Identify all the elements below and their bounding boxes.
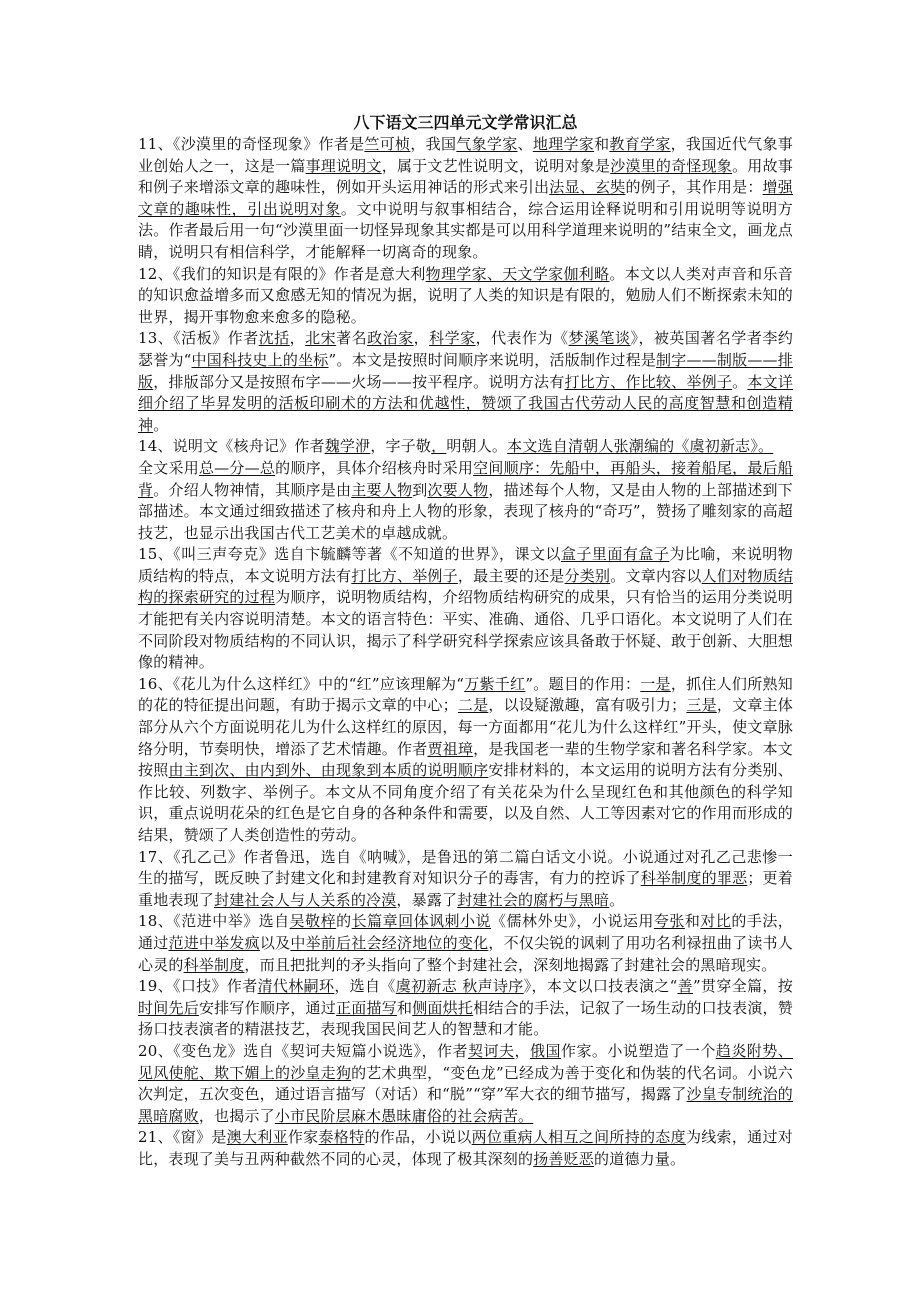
text-segment: 19、《口技》作者	[138, 977, 258, 996]
underlined-text: 物理学家、天文学家伽利略	[425, 264, 610, 283]
underlined-text: 贾祖璋	[427, 739, 474, 758]
text-segment: 的道德力量。	[594, 1149, 686, 1168]
text-segment: ，我国近代气象事业创始人之一，这是一篇	[138, 135, 793, 175]
underlined-text: 气象学家	[456, 135, 518, 153]
text-segment: 作家。小说塑造了一个	[560, 1041, 716, 1060]
text-segment: 的作品，小说以	[364, 1128, 472, 1147]
underlined-text: 次要人物	[427, 480, 489, 499]
text-segment: ，抓住人们所熟知的花的特征提出问题，有助于揭示文章的中心；	[138, 674, 793, 715]
underlined-text: 善	[677, 977, 694, 996]
text-segment: 。	[153, 415, 169, 434]
text-segment: ，代表作为《	[475, 329, 569, 348]
text-segment: ，属于文艺性说明文，说明对象是	[381, 156, 611, 175]
text-segment: 和	[396, 998, 413, 1017]
underlined-text: 澳大利亚	[226, 1128, 288, 1147]
underlined-text: 夸张	[653, 912, 685, 931]
underlined-text: 俄国	[529, 1041, 561, 1060]
text-segment: 。介绍人物神情，其顺序是由	[153, 480, 352, 499]
underlined-text: 地理学家	[532, 135, 595, 153]
text-segment: ，暴露了	[396, 890, 458, 909]
text-segment: 为线索，通过对比，表现了美与丑两种截然不同的心灵，体现了极其深刻的	[138, 1128, 793, 1168]
underlined-text: 分类别	[564, 566, 611, 585]
text-segment: 相结合的手法，记叙了一场生动的口技表演，赞扬口技表演者的精湛技艺，表现我国民间艺人的智慧和才能。	[138, 998, 793, 1039]
underlined-text: 趋炎附势、见风使舵、欺下媚上的沙皇走狗	[138, 1041, 793, 1082]
text-segment: 明朝人。	[446, 437, 508, 456]
paragraph	[138, 847, 793, 912]
underlined-text: 由主到次、由内到外、由现象到本质的说明顺序	[168, 761, 489, 780]
underlined-text: 科学家	[429, 329, 476, 348]
underlined-text: 事理说明文	[305, 156, 382, 175]
underlined-text: 本文选自清朝人张潮编的《虞初新志》。	[507, 437, 774, 456]
text-segment: 的顺序，具体介绍核舟时采用	[275, 458, 474, 477]
underlined-text: 长篇章回体讽刺小说	[351, 912, 492, 931]
underlined-text: 契诃夫	[468, 1041, 515, 1060]
text-segment: 。	[609, 890, 625, 909]
underlined-text: 对比	[700, 912, 732, 931]
paragraph	[138, 911, 793, 976]
text-segment: ，我国	[410, 135, 457, 153]
text-segment: 12、《我们的知识是有限的》作者是意大利	[138, 264, 426, 283]
text-segment: 18、《范进中举》选自	[138, 912, 290, 931]
underlined-text: 范进中举发疯	[168, 933, 260, 952]
underlined-text: 法显、玄奘	[549, 178, 626, 197]
underlined-text: 清代林嗣环	[257, 977, 335, 996]
text-segment: ，是我国老一辈的生物学家和著名科学家。本文按照	[138, 739, 793, 780]
underlined-text: 中举前后社会经济地位的变化	[290, 933, 489, 952]
underlined-text: 三是	[686, 696, 717, 715]
underlined-text: 制字——制版——排版	[138, 350, 793, 391]
underlined-text: 魏学洢	[324, 437, 371, 456]
text-segment: 》，本文以口技表演之“	[523, 977, 678, 996]
paragraph	[138, 436, 793, 458]
paragraph	[138, 976, 793, 1041]
text-segment: 17、《孔乙己》作者鲁迅，选自《呐喊》，是鲁迅的第二篇白话文小说。小说通过对孔乙己悲惨一生的描写，既反映了封建文化和封建教育对知识分子的毒害，有力的控诉了	[138, 847, 793, 888]
text-segment: 14、说明文《核舟记》作者	[138, 437, 325, 456]
text-segment: ，	[289, 329, 306, 348]
text-segment: ，选自《	[334, 977, 396, 996]
text-segment: ；更着重地表现了	[138, 869, 793, 909]
text-segment: 13、《活板》作者	[138, 329, 259, 348]
text-segment: 。	[732, 372, 748, 391]
text-segment: 16、《花儿为什么这样红》中的“红”应该理解为“	[138, 674, 465, 693]
underlined-text: 封建社会人与人关系的冷漠	[214, 890, 397, 909]
text-segment: 以及	[259, 933, 291, 952]
text-segment: 的艺术典型，“变色龙”已经成为善于变化和伪装的代名词。小说六次判定，五次变色，通过语言描写（对话）和“脱”“穿”军大衣的细节描写，揭露了	[138, 1063, 793, 1104]
text-segment: ”贯穿全篇，按	[693, 977, 793, 996]
text-segment: 全文采用	[138, 458, 199, 477]
text-segment: 。文章内容以	[610, 566, 702, 585]
paragraph	[138, 458, 793, 544]
underlined-text: ：先船中，再船头，接着船尾，最后船背	[138, 458, 793, 499]
text-segment: ，最主要的还是	[457, 566, 565, 585]
underlined-text: 小市民阶层麻木愚昧庸俗的社会病苦。	[274, 1106, 534, 1125]
underlined-text: 沙漠里的奇怪现象	[610, 156, 733, 175]
text-segment: ，	[514, 1041, 530, 1060]
text-segment: 和	[684, 912, 701, 931]
paragraph	[138, 134, 793, 264]
paragraph	[138, 328, 793, 436]
underlined-text: 正面描写	[336, 998, 397, 1017]
underlined-text: 总—分—总	[198, 458, 276, 477]
underlined-text: 教育学家	[609, 135, 671, 153]
underlined-text: 科举制度	[183, 955, 245, 974]
underlined-text: 竺可桢	[364, 135, 411, 153]
text-segment: ，文章主体部分从六个方面说明花儿为什么这样红的原因，每一方面都用“花儿为什么这样红”开头，使文章脉络分明，节奏明快，增添了艺术情趣。作者	[138, 696, 793, 758]
underlined-text: 一是	[640, 674, 671, 693]
text-segment: 、	[517, 135, 533, 153]
underlined-text: 泰格特	[318, 1128, 365, 1147]
text-segment: 《儒林外史》，小说运用	[491, 912, 654, 931]
underlined-text: 梦溪笔谈	[568, 329, 631, 348]
text-segment: 》，被英国著名学者李约瑟誉为“	[138, 329, 794, 369]
text-segment: ，	[413, 329, 430, 348]
text-segment: ，字子敬	[370, 437, 432, 456]
underlined-text: 扬善贬恶	[533, 1149, 595, 1168]
text-segment: 安排写作顺序，通过	[198, 998, 337, 1017]
text-segment: 的手法，通过	[138, 912, 794, 952]
underlined-text: 封建社会的腐朽与黑暗	[457, 890, 610, 909]
underlined-text: 时间先后	[138, 998, 199, 1017]
paragraph	[138, 674, 793, 847]
underlined-text: 人们对物质结构的探索研究的过程	[138, 566, 794, 607]
underlined-text: 二是	[457, 696, 489, 715]
text-segment: 。用故事和例子来增添文章的趣味性，例如开头运用神话的形式来引出	[138, 156, 793, 197]
text-segment: ”。题目的作用：	[525, 674, 641, 693]
document-title: 八下语文三四单元文学常识汇总	[353, 113, 578, 132]
underlined-text: 空间顺序	[473, 458, 535, 477]
text-segment: 15、《叫三声夸克》选自卞毓麟等著《不知道的世界》，课文以	[138, 545, 561, 564]
text-segment: 为比喻，来说明物质结构的特点，本文说明方法有	[138, 545, 793, 585]
text-segment: 安排材料的，本文运用的说明方法有分类别、作比较、列数字、举例子。本文从不同角度介绍了有关花朵为什么呈现红色和其他颜色的科学知识，重点说明花朵的红色是它自身的各种条件和需要，以及自然、人工等因素对它的作用而形成的结果，赞颂了人类创造性的劳动。	[138, 761, 793, 844]
document-page	[138, 112, 793, 1171]
paragraph	[138, 544, 793, 674]
text-segment: ，不仅尖锐的讽刺了用功名利禄扭曲了读书人心灵的	[138, 933, 793, 974]
text-segment: 的例子，其作用是：	[625, 178, 763, 197]
underlined-text: 科举制度的罪恶	[640, 869, 748, 888]
underlined-text: 两位重病人相互之间所持的态度	[471, 1128, 686, 1147]
text-segment: ，排版部分又是按照布字——火场——按平程序。说明方法有	[153, 372, 565, 391]
paragraph	[138, 264, 793, 329]
underlined-text: 侧面烘托	[412, 998, 474, 1017]
underlined-text: ，	[431, 437, 447, 456]
document-body	[138, 134, 793, 1171]
underlined-text: 沙皇专制统治的黑暗腐败	[138, 1085, 793, 1125]
underlined-text: 虞初新志 秋声诗序	[395, 977, 524, 996]
text-segment: ”。本文是按照时间顺序来说明，活版制作过程是	[328, 350, 657, 369]
text-segment: 的	[336, 912, 352, 931]
text-segment: ，而且把批判的矛头指向了整个封建社会，深刻地揭露了封建社会的黑暗现实。	[244, 955, 777, 974]
underlined-text: 北宋	[305, 329, 337, 348]
text-segment: 11、《沙漠里的奇怪现象》作者是	[138, 135, 365, 153]
underlined-text: 本文详细介绍了毕昇发明的活板印刷术的方法和优越性，赞颂了我国古代劳动人民的高度智慧和创造精神	[138, 372, 794, 434]
underlined-text: 打比方、举例子	[351, 566, 458, 585]
underlined-text: 沈括	[258, 329, 290, 348]
text-segment: ，以设疑激趣，富有吸引力；	[488, 696, 687, 715]
underlined-text: 中国科技史上的坐标	[191, 350, 329, 369]
text-segment: 。文中说明与叙事相结合，综合运用诠释说明和引用说明等说明方法。作者最后用一句“沙漠里面一切怪异现象其实都是可以用科学道理来说明的”结束全文，画龙点睛，说明只有相信科学，才能解释一切离奇的现象。	[138, 199, 793, 261]
underlined-text: 盒子里面有盒子	[560, 545, 670, 564]
paragraph	[138, 1127, 793, 1170]
underlined-text: 万紫千红	[464, 674, 526, 693]
text-segment: 20、《变色龙》选自《契诃夫短篇小说选》，作者	[138, 1041, 468, 1060]
text-segment: 作家	[287, 1128, 319, 1147]
underlined-text: 政治家	[367, 329, 414, 348]
underlined-text: 打比方、作比较、举例子	[564, 372, 733, 391]
text-segment: ，描述每个人物，又是由人物的上部描述到下部描述。本文通过细致描述了核舟和舟上人物的形象，表现了核舟的“奇巧”，赞扬了雕刻家的高超技艺，也显示出我国古代工艺美术的卓越成就。	[138, 480, 793, 542]
paragraph	[138, 1041, 793, 1127]
text-segment: 21、《窗》是	[138, 1128, 227, 1147]
text-segment: 到	[412, 480, 428, 499]
underlined-text: 主要人物	[351, 480, 413, 499]
text-segment: 为顺序，说明物质结构，介绍物质结构研究的成果，只有恰当的运用分类说明才能把有关内容说明清楚。本文的语言特色：平实、准确、通俗、几乎口语化。本文说明了人们在不同阶段对物质结构的不同认识，揭示了科学研究科学探索应该具备敢于怀疑、敢于创新、大胆想像的精神。	[138, 588, 793, 672]
underlined-text: 吴敬梓	[289, 912, 337, 931]
text-segment: 和	[594, 135, 610, 153]
text-segment: 著名	[336, 329, 368, 348]
underlined-text: 增强文章的趣味性，引出说明对象	[138, 178, 793, 218]
text-segment: ，也揭示了	[198, 1106, 275, 1125]
text-segment: 。本文以人类对声音和乐音的知识愈益增多而又愈感无知的情况为据，说明了人类的知识是有限的，勉励人们不断探索未知的世界，揭开事物愈来愈多的隐秘。	[138, 264, 793, 326]
